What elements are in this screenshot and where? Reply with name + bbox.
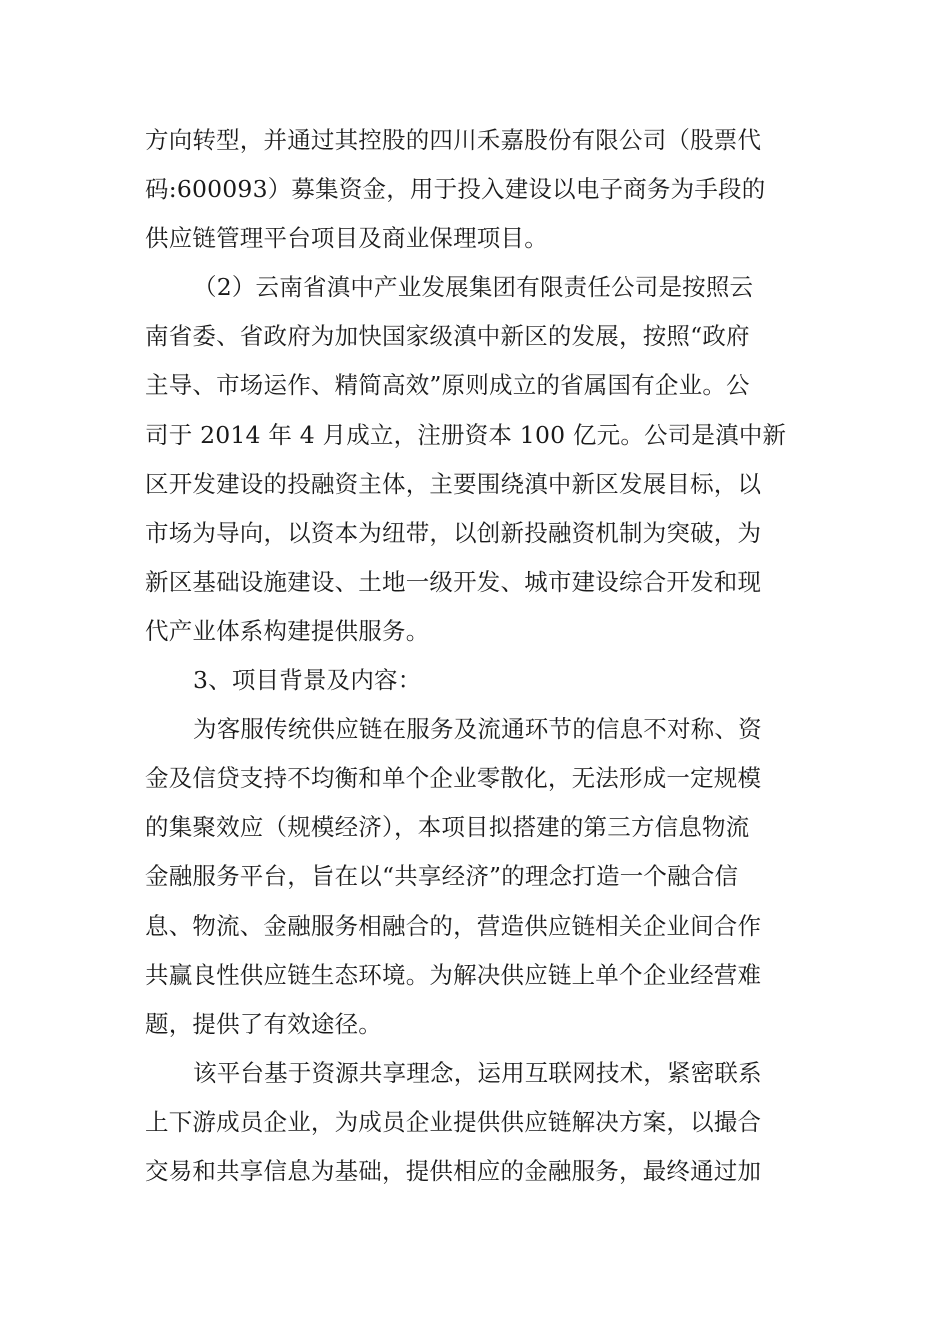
text-line: 方向转型，并通过其控股的四川禾嘉股份有限公司（股票代 bbox=[145, 126, 762, 154]
text-line: 供应链管理平台项目及商业保理项目。 bbox=[145, 224, 548, 253]
paragraph-start-line: 该平台基于资源共享理念，运用互联网技术，紧密联系 bbox=[193, 1058, 762, 1087]
text-line: 新区基础设施建设、土地一级开发、城市建设综合开发和现 bbox=[145, 567, 762, 596]
paragraph-start-line: （2）云南省滇中产业发展集团有限责任公司是按照云 bbox=[193, 273, 754, 302]
text-line: 码:600093）募集资金，用于投入建设以电子商务为手段的 bbox=[145, 175, 766, 204]
text-line: 息、物流、金融服务相融合的，营造供应链相关企业间合作 bbox=[145, 911, 762, 940]
text-line: 市场为导向，以资本为纽带，以创新投融资机制为突破，为 bbox=[145, 518, 762, 547]
text-line: 交易和共享信息为基础，提供相应的金融服务，最终通过加 bbox=[145, 1156, 762, 1185]
text-line: 司于 2014 年 4 月成立，注册资本 100 亿元。公司是滇中新 bbox=[145, 420, 787, 449]
text-line: 上下游成员企业，为成员企业提供供应链解决方案，以撮合 bbox=[145, 1107, 762, 1136]
body-text bbox=[145, 116, 805, 1196]
text-line: 金融服务平台，旨在以“共享经济”的理念打造一个融合信 bbox=[145, 862, 739, 891]
text-line: 题，提供了有效途径。 bbox=[145, 1009, 382, 1038]
text-line: 区开发建设的投融资主体，主要围绕滇中新区发展目标，以 bbox=[145, 469, 762, 498]
text-line: 金及信贷支持不均衡和单个企业零散化，无法形成一定规模 bbox=[145, 764, 762, 793]
section-heading: 3、项目背景及内容： bbox=[193, 666, 422, 695]
text-line: 共赢良性供应链生态环境。为解决供应链上单个企业经营难 bbox=[145, 960, 762, 989]
text-line: 代产业体系构建提供服务。 bbox=[145, 616, 430, 645]
text-line: 主导、市场运作、精简高效”原则成立的省属国有企业。公 bbox=[145, 371, 750, 400]
text-line: 南省委、省政府为加快国家级滇中新区的发展，按照“政府 bbox=[145, 322, 750, 351]
text-line: 的集聚效应（规模经济），本项目拟搭建的第三方信息物流 bbox=[145, 813, 750, 842]
paragraph-start-line: 为客服传统供应链在服务及流通环节的信息不对称、资 bbox=[193, 715, 762, 744]
